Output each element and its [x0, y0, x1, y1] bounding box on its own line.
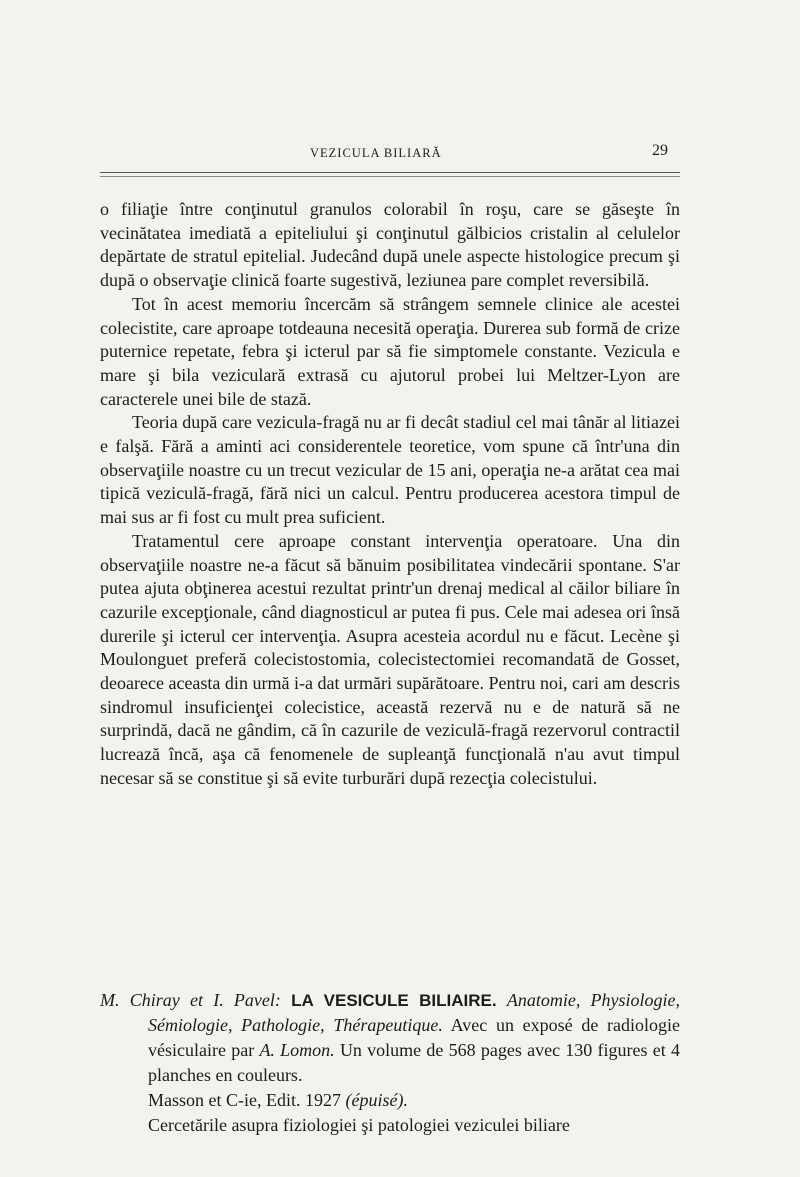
body-text	[100, 198, 680, 791]
paragraph-3: Teoria după care vezicula-fragă nu ar fi decât stadiul cel mai tânăr al litiazei e falşă. Fără a aminti aci considerentele teoretice, vom spune că într'una din observaţiile noastre cu un trecut vezicular de 15 ani, operaţia ne-a arătat cea mai tipică veziculă-fragă, fără nici un calcul. Pentru producerea acestora timpul de mai sus ar fi fost cu mult prea suficient.	[100, 412, 680, 528]
book-details-2: Un volume de 568 pages avec 130 figures et 4 planches en couleurs.	[148, 1040, 681, 1085]
paragraph-4: Tratamentul cere aproape constant intervenţia operatoare. Una din observaţiile noastre ne-a făcut să bănuim posibilitatea vindecării spontane. S'ar putea ajuta obţinerea acestui rezultat printr'un drenaj medical al căilor biliare în cazurile excepţionale, când diagnosticul ar putea fi pus. Cele mai adesea ori însă durerile şi icterul cer intervenţia. Asupra acesteia acordul nu e făcut. Lecène şi Moulonguet preferă colecistostomia, colecistectomiei recomandată de Gosset, deoarece aceasta din urmă i-a dat urmări supărătoare. Pentru noi, cari am descris sindromul insuficienţei colecistice, această rezervă nu e de natură să ne surprindă, dacă ne gândim, că în cazurile de veziculă-fragă rezervorul contractil lucrează încă, aşa că fenomenele de supleanţă funcţională n'au avut timpul necesar să se constitue şi să evite turburări după rezecţia colecistului.	[100, 530, 680, 788]
book-radiologist: A. Lomon.	[259, 1040, 335, 1060]
publisher-line	[100, 1088, 680, 1113]
review-first-line: Cercetările asupra fiziologiei şi patologiei veziculei biliare	[148, 1115, 570, 1135]
page-number: 29	[652, 142, 668, 159]
book-subtitle: Anatomie, Physiologie, Sémiologie, Pathologie, Thérapeutique.	[148, 990, 681, 1035]
paragraph-1: o filiaţie între conţinutul granulos colorabil în roşu, care se găseşte în vecinătatea imediată a epiteliului şi conţinutul gălbicios cristalin al celulelor depărtate de stratul epitelial. Judecând după unele aspecte histologice precum şi după o observaţie clinică foarte sugestivă, leziunea pare complet reversibilă.	[100, 199, 680, 291]
book-details-1: Avec un exposé de radiologie vésiculaire par	[148, 1015, 681, 1060]
book-review	[100, 988, 680, 1138]
paragraph-2: Tot în acest memoriu încercăm să strângem semnele clinice ale acestei colecistite, care aproape totdeauna necesită operaţia. Durerea sub formă de crize puternice repetate, febra şi icterul par să fie simptomele constante. Vezicula e mare şi bila veziculară extrasă cu ajutorul probei lui Meltzer-Lyon are caracterele unei bile de stază.	[100, 293, 680, 409]
running-header	[100, 142, 680, 168]
edition-status: (épuisé).	[345, 1090, 408, 1110]
review-authors: M. Chiray et I. Pavel:	[100, 990, 281, 1010]
book-reference	[100, 988, 680, 1088]
book-title: LA VESICULE BILIAIRE.	[291, 991, 497, 1010]
running-title: VEZICULA BILIARĂ	[310, 146, 442, 160]
header-rule	[100, 172, 680, 177]
publisher: Masson et C-ie, Edit. 1927	[148, 1090, 341, 1110]
